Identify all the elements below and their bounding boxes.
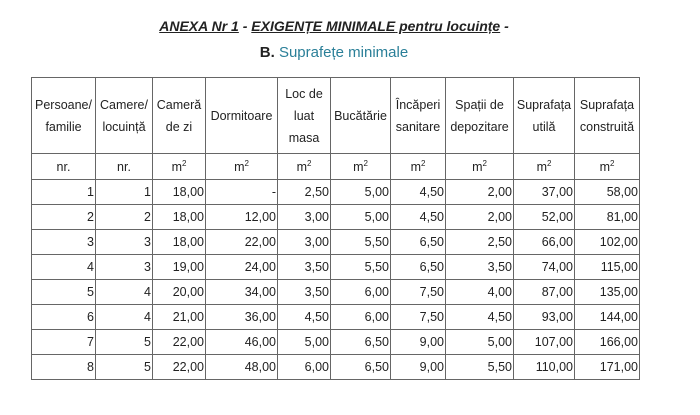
column-header-line: sanitare <box>395 119 441 134</box>
unit-exponent: 2 <box>363 159 368 168</box>
table-cell: 2 <box>96 205 153 230</box>
title-end: - <box>500 18 509 34</box>
unit-exponent: 2 <box>420 159 426 168</box>
table-cell: 22,00 <box>206 230 278 255</box>
unit-label: m <box>353 160 364 174</box>
column-header <box>446 78 514 154</box>
table-cell: 6,50 <box>331 330 391 355</box>
table-cell: 20,00 <box>153 280 206 305</box>
column-header-line: de zi <box>165 119 193 134</box>
table-cell: 93,00 <box>514 305 575 330</box>
column-header-line: depozitare <box>450 119 509 134</box>
column-header-line: Cameră <box>156 97 202 112</box>
table-cell: 24,00 <box>206 255 278 280</box>
unit-cell <box>153 154 206 180</box>
unit-label: nr. <box>117 159 131 174</box>
table-cell: 19,00 <box>153 255 206 280</box>
table-cell: 36,00 <box>206 305 278 330</box>
table-cell: 6,00 <box>278 355 331 380</box>
table-cell: 58,00 <box>575 180 640 205</box>
table-cell: 115,00 <box>575 255 640 280</box>
table-row <box>32 330 640 355</box>
table-cell: 66,00 <box>514 230 575 255</box>
table-row <box>32 355 640 380</box>
table-cell: 4 <box>96 305 153 330</box>
table-cell: 2,00 <box>446 180 514 205</box>
unit-cell <box>514 154 575 180</box>
table-cell: 3 <box>96 230 153 255</box>
unit-label: m <box>296 160 307 174</box>
table-cell: - <box>206 180 278 205</box>
table-row <box>32 230 640 255</box>
table-cell: 3,50 <box>446 255 514 280</box>
table-cell: 107,00 <box>514 330 575 355</box>
table-cell: 1 <box>32 180 96 205</box>
table-cell: 4,50 <box>391 205 446 230</box>
unit-label: m <box>234 160 245 174</box>
column-header-line: Persoane/ <box>35 97 92 112</box>
table-cell: 5,50 <box>446 355 514 380</box>
column-header <box>206 78 278 154</box>
unit-cell <box>391 154 446 180</box>
annex-number: ANEXA Nr 1 <box>159 18 239 34</box>
table-row <box>32 205 640 230</box>
unit-cell <box>575 154 640 180</box>
table-cell: 4 <box>32 255 96 280</box>
section-letter: B. <box>259 44 275 61</box>
table-cell: 110,00 <box>514 355 575 380</box>
table-cell: 81,00 <box>575 205 640 230</box>
unit-cell <box>278 154 331 180</box>
table-cell: 135,00 <box>575 280 640 305</box>
table-cell: 5 <box>96 355 153 380</box>
table-cell: 3,50 <box>278 255 331 280</box>
unit-label: m <box>599 160 610 174</box>
table-cell: 5,00 <box>278 330 331 355</box>
table-row <box>32 305 640 330</box>
unit-label: m <box>472 160 483 174</box>
table-cell: 22,00 <box>153 355 206 380</box>
table-body <box>32 180 640 380</box>
unit-label: m <box>410 160 421 174</box>
table-cell: 3 <box>96 255 153 280</box>
column-header-line: locuință <box>102 119 146 134</box>
table-cell: 5,50 <box>331 255 391 280</box>
column-header <box>575 78 640 154</box>
table-cell: 5,00 <box>331 180 391 205</box>
annex-heading-suffix: pentru locuințe <box>395 18 501 34</box>
column-header-line: Suprafața <box>579 97 635 112</box>
table-cell: 3,00 <box>278 205 331 230</box>
table-cell: 7 <box>32 330 96 355</box>
title-separator: - <box>238 18 252 34</box>
table-cell: 5,50 <box>331 230 391 255</box>
table-cell: 3,00 <box>278 230 331 255</box>
table-cell: 46,00 <box>206 330 278 355</box>
column-header-line: Dormitoare <box>210 108 273 123</box>
unit-exponent: 2 <box>244 159 249 168</box>
column-header-line: Spații de <box>455 97 504 112</box>
table-row <box>32 180 640 205</box>
table-cell: 18,00 <box>153 180 206 205</box>
unit-cell <box>96 154 153 180</box>
table-cell: 52,00 <box>514 205 575 230</box>
column-header-line: masa <box>288 130 320 145</box>
table-cell: 6,50 <box>391 230 446 255</box>
annex-heading: EXIGENȚE MINIMALE <box>251 18 396 34</box>
column-header <box>331 78 391 154</box>
column-header-line: construită <box>579 119 635 134</box>
table-cell: 18,00 <box>153 205 206 230</box>
table-cell: 4 <box>96 280 153 305</box>
column-header-line: Bucătărie <box>334 108 387 123</box>
table-cell: 6,50 <box>391 255 446 280</box>
column-header <box>32 78 96 154</box>
unit-exponent: 2 <box>609 159 615 168</box>
table-cell: 171,00 <box>575 355 640 380</box>
column-header <box>391 78 446 154</box>
table-cell: 6 <box>32 305 96 330</box>
unit-label: m <box>171 160 182 174</box>
table-cell: 9,00 <box>391 330 446 355</box>
table-cell: 2,50 <box>446 230 514 255</box>
table-cell: 5 <box>32 280 96 305</box>
table-cell: 2,50 <box>278 180 331 205</box>
table-cell: 8 <box>32 355 96 380</box>
table-cell: 6,00 <box>331 305 391 330</box>
table-cell: 74,00 <box>514 255 575 280</box>
column-header-line: Camere/ <box>100 97 148 112</box>
column-header-line: Suprafața <box>516 97 572 112</box>
table-cell: 5 <box>96 330 153 355</box>
table-units-row <box>32 154 640 180</box>
table-row <box>32 255 640 280</box>
table-cell: 34,00 <box>206 280 278 305</box>
annex-title <box>0 18 668 34</box>
section-name: Suprafețe minimale <box>274 44 409 61</box>
table-row <box>32 280 640 305</box>
table-cell: 12,00 <box>206 205 278 230</box>
table-cell: 7,50 <box>391 280 446 305</box>
table-cell: 48,00 <box>206 355 278 380</box>
table-cell: 5,00 <box>331 205 391 230</box>
minimum-surfaces-table <box>31 77 640 380</box>
column-header <box>278 78 331 154</box>
unit-label: m <box>536 160 547 174</box>
table-cell: 2 <box>32 205 96 230</box>
unit-cell <box>331 154 391 180</box>
table-cell: 102,00 <box>575 230 640 255</box>
unit-exponent: 2 <box>181 159 187 168</box>
table-cell: 4,50 <box>446 305 514 330</box>
table-cell: 21,00 <box>153 305 206 330</box>
table-cell: 37,00 <box>514 180 575 205</box>
table-cell: 7,50 <box>391 305 446 330</box>
unit-exponent: 2 <box>482 159 487 168</box>
table-cell: 3 <box>32 230 96 255</box>
unit-cell <box>32 154 96 180</box>
column-header-line: Loc de <box>285 86 323 101</box>
unit-label: nr. <box>56 159 71 174</box>
column-header-line: familie <box>45 119 82 134</box>
table-cell: 2,00 <box>446 205 514 230</box>
table-cell: 5,00 <box>446 330 514 355</box>
table-cell: 144,00 <box>575 305 640 330</box>
column-header-line: utilă <box>532 119 556 134</box>
table-cell: 3,50 <box>278 280 331 305</box>
table-cell: 4,00 <box>446 280 514 305</box>
column-header <box>153 78 206 154</box>
table-cell: 1 <box>96 180 153 205</box>
column-header <box>96 78 153 154</box>
column-header-line: luat <box>293 108 315 123</box>
unit-exponent: 2 <box>546 159 552 168</box>
column-header-line: Încăperi <box>395 97 441 112</box>
section-subtitle <box>0 44 668 61</box>
table-cell: 22,00 <box>153 330 206 355</box>
table-header-row <box>32 78 640 154</box>
table-cell: 4,50 <box>391 180 446 205</box>
table-cell: 87,00 <box>514 280 575 305</box>
unit-cell <box>446 154 514 180</box>
table-cell: 6,00 <box>331 280 391 305</box>
table-cell: 18,00 <box>153 230 206 255</box>
unit-exponent: 2 <box>306 159 312 168</box>
table-cell: 9,00 <box>391 355 446 380</box>
column-header <box>514 78 575 154</box>
table-cell: 4,50 <box>278 305 331 330</box>
table-cell: 6,50 <box>331 355 391 380</box>
unit-cell <box>206 154 278 180</box>
table-cell: 166,00 <box>575 330 640 355</box>
